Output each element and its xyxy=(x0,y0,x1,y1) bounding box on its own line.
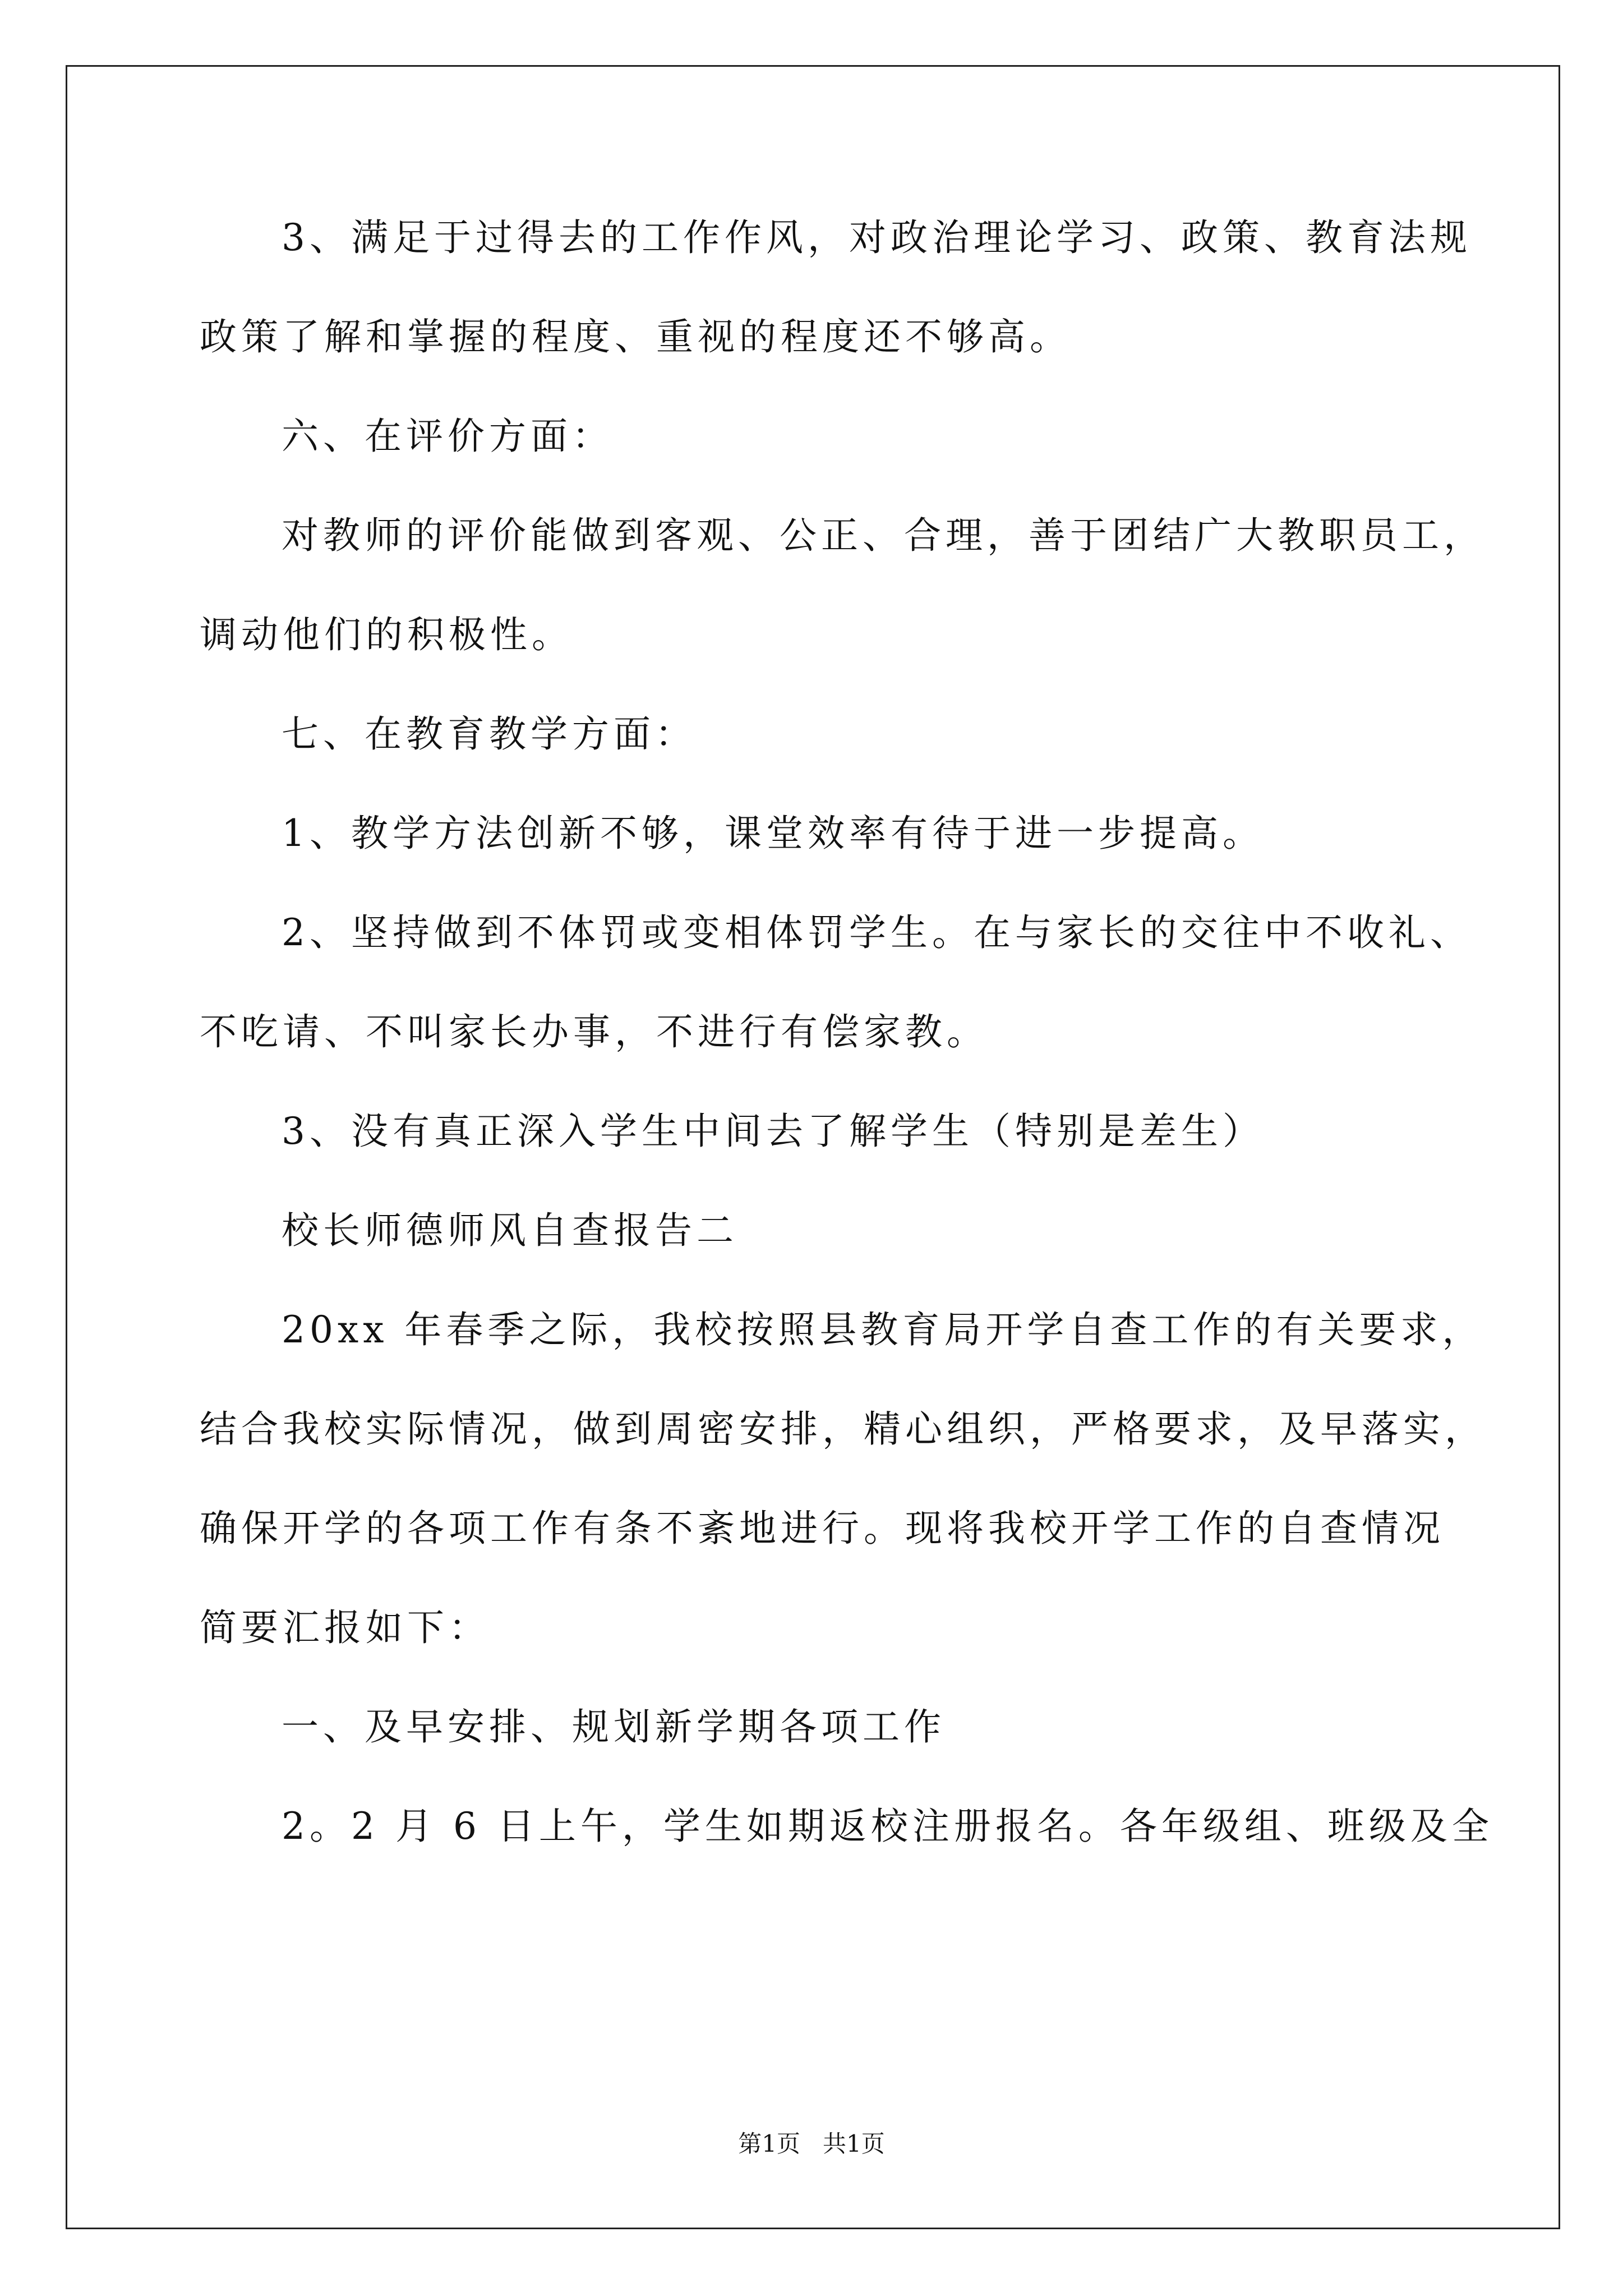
text-line: 政策了解和掌握的程度、重视的程度还不够高。 xyxy=(200,315,1071,358)
paragraph xyxy=(200,812,1433,855)
text-line: 确保开学的各项工作有条不紊地进行。现将我校开学工作的自查情况 xyxy=(200,1507,1445,1550)
text-line: 20xx 年春季之际，我校按照县教育局开学自查工作的有关要求， xyxy=(282,1308,1484,1351)
text-line: 不吃请、不叫家长办事，不进行有偿家教。 xyxy=(200,1010,988,1053)
document-body xyxy=(200,216,1493,1907)
text-line: 七、在教育教学方面： xyxy=(282,712,697,756)
text-line: 简要汇报如下： xyxy=(200,1606,490,1649)
paragraph xyxy=(200,514,1485,656)
section-heading xyxy=(200,712,1433,756)
paragraph xyxy=(200,911,1472,1053)
text-line: 六、在评价方面： xyxy=(282,415,614,458)
text-line: 一、及早安排、规划新学期各项工作 xyxy=(282,1705,946,1749)
text-line: 调动他们的积极性。 xyxy=(200,613,573,656)
paragraph xyxy=(200,216,1472,358)
page-footer: 第1页 共1页 xyxy=(738,2130,885,2157)
text-line: 校长师德师风自查报告二 xyxy=(282,1209,738,1252)
paragraph xyxy=(200,1110,1433,1153)
section-heading xyxy=(200,415,1433,458)
section-heading xyxy=(200,1705,1433,1749)
section-title xyxy=(200,1209,1433,1252)
paragraph xyxy=(200,1805,1493,1848)
text-line: 3、没有真正深入学生中间去了解学生（特别是差生） xyxy=(282,1110,1264,1153)
text-line: 2。2 月 6 日上午，学生如期返校注册报名。各年级组、班级及全 xyxy=(282,1805,1493,1848)
paragraph xyxy=(200,1308,1486,1649)
text-line: 结合我校实际情况，做到周密安排，精心组织，严格要求，及早落实， xyxy=(200,1407,1486,1451)
text-line: 1、教学方法创新不够，课堂效率有待于进一步提高。 xyxy=(282,812,1264,855)
text-line: 对教师的评价能做到客观、公正、合理，善于团结广大教职员工， xyxy=(282,514,1485,557)
text-line: 2、坚持做到不体罚或变相体罚学生。在与家长的交往中不收礼、 xyxy=(282,911,1472,954)
text-line: 3、满足于过得去的工作作风，对政治理论学习、政策、教育法规 xyxy=(282,216,1472,259)
